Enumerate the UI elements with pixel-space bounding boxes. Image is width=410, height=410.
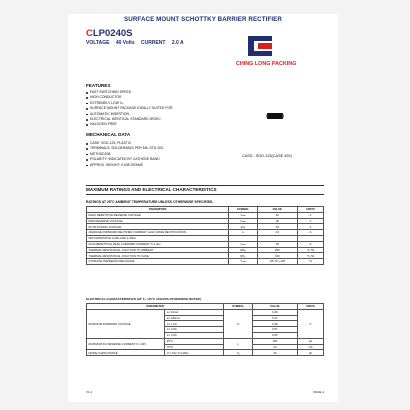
electrical-heading: ELECTRICAL CHARACTERISTICS (AT Tₐ =25°C UNLESS OTHERWISE NOTED)	[86, 297, 201, 301]
list-item: SURFACE MOUNT PACKAGE IDEALLY SUITED FOR	[86, 106, 172, 111]
max-ratings-heading: MAXIMUM RATINGS AND ELECTRICAL CHARACTERISTICS	[86, 187, 217, 192]
current-label: CURRENT	[141, 40, 166, 46]
voltage-label: VOLTAGE	[86, 40, 110, 46]
table-cell: Vᵣₘₛ	[229, 218, 257, 224]
table-cell: Iₒ= 2.0A	[165, 327, 224, 333]
ratings-heading: RATINGS AT 25°C AMBIENT TEMPERATURE UNLESS OTHERWISE SPECIFIED.	[86, 200, 214, 204]
table-cell: 150	[257, 253, 297, 259]
voltage-value: 40 Volts	[115, 40, 135, 46]
column-header: SYMBOL	[229, 207, 257, 213]
table-cell: °C	[297, 259, 323, 265]
column-header: VALUE	[252, 304, 297, 310]
table-cell: 25	[257, 241, 297, 247]
column-header: UNITS	[297, 207, 323, 213]
table-cell: STORAGE TEMPERATURE RANGE	[87, 259, 229, 265]
column-header: SYMBOL	[224, 304, 252, 310]
table-cell: AVERAGE FORWARD RECTIFIED CURRENT, HALF WAVE RECTIFICATION	[87, 230, 229, 236]
current-value: 2.0 A	[171, 40, 184, 46]
table-cell: PEAK REPETITIVE REVERSE VOLTAGE	[87, 212, 229, 218]
table-cell: A	[297, 241, 323, 247]
case-label: CASD : SOD-123(CASE 425)	[242, 154, 292, 158]
table-cell: Vₒ	[224, 309, 252, 338]
list-item: POLARITY: INDICATED BY CATHODE BAND	[86, 157, 164, 162]
features-list	[86, 90, 172, 128]
table-cell: 40	[257, 212, 297, 218]
table-cell: 0.57	[252, 327, 297, 333]
table-cell: 28	[257, 218, 297, 224]
datasheet-page	[68, 14, 338, 402]
table-cell: 0.37	[252, 315, 297, 321]
table-cell: THERMAL RESISTANCE, JUNCTION TO AMBIENT	[87, 247, 229, 253]
column-header: PARAMETER	[87, 207, 229, 213]
company-logo-icon	[246, 34, 274, 58]
table-cell: MAXIMUM FORWARD VOLTAGE	[87, 309, 165, 338]
table-cell: Cⱼ	[224, 350, 252, 356]
table-cell: mA	[297, 344, 323, 350]
part-suffix: LP0240S	[92, 28, 133, 39]
list-item: FAST SWITCHING SPEED	[86, 90, 172, 95]
package-chip-icon	[266, 112, 284, 120]
table-cell: Iₒ= 150mA	[165, 315, 224, 321]
version-label: V1.2	[86, 390, 93, 394]
table-cell: Iₔₛₘ	[229, 241, 257, 247]
list-item: EXTREMELY LOW Vₒ	[86, 101, 172, 106]
table-row	[87, 350, 324, 356]
table-cell: RMS REVERSE VOLTAGE	[87, 218, 229, 224]
table-cell: Vᵣ= 10V, f=1 MHz	[165, 350, 224, 356]
table-cell: °C /W	[297, 247, 323, 253]
table-cell: pF	[297, 350, 323, 356]
table-cell: 25°C	[165, 338, 224, 344]
table-cell: NON-REPETITIVE PEAK FORWARD CURRENT T=1.0μs	[87, 241, 229, 247]
features-heading: FEATURES	[86, 83, 111, 88]
table-cell: DC BLOCKING VOLTAGE	[87, 224, 229, 230]
column-header: PARAMETER	[87, 304, 224, 310]
list-item: HALOGEN-FREE	[86, 122, 172, 127]
table-cell: THERMAL RESISTANCE, JUNCTION TO CASE	[87, 253, 229, 259]
table-cell: Vᴅᴄ	[229, 224, 257, 230]
divider	[86, 185, 324, 186]
part-number	[86, 28, 133, 39]
table-cell: °C /W	[297, 253, 323, 259]
list-item: TERMINALS: SOLDERABLE PER MIL-STD-202,	[86, 146, 164, 151]
table-cell: V	[297, 309, 323, 338]
table-cell: WITH RESISTIVE LOAD AND fₑ 60Hz	[87, 235, 229, 241]
divider	[86, 194, 324, 195]
table-cell: Iᵣ	[224, 338, 252, 350]
list-item: METHOD208	[86, 152, 164, 157]
mechanical-list	[86, 141, 164, 168]
list-item: ELECTRICAL IDENTICAL STANDARD JEDEC	[86, 117, 172, 122]
table-cell: V	[297, 212, 323, 218]
table-cell: 250	[257, 247, 297, 253]
table-row	[87, 259, 324, 265]
table-cell: Iₒ= 1.0A	[165, 321, 224, 327]
table-cell: 150	[252, 338, 297, 344]
table-cell: 0.26	[252, 309, 297, 315]
table-cell: Tₛₜₘ	[229, 259, 257, 265]
electrical-table	[86, 303, 324, 356]
table-cell: V	[297, 218, 323, 224]
document-title: SURFACE MOUNT SCHOTTKY BARRIER RECTIFIER	[124, 16, 282, 23]
table-cell: 40	[252, 350, 297, 356]
table-cell: 2.0	[257, 230, 297, 236]
table-cell: A	[297, 230, 323, 236]
table-cell: 75°C	[165, 344, 224, 350]
mechanical-heading: MECHANICAL DATA	[86, 132, 131, 137]
table-cell: 0.65	[252, 332, 297, 338]
part-prefix: C	[86, 28, 93, 39]
column-header: UNITS	[297, 304, 323, 310]
table-cell: 40	[257, 224, 297, 230]
table-cell: Rθⱼₐ	[229, 247, 257, 253]
list-item: HIGH CONDUCTOR	[86, 95, 172, 100]
table-cell: 4.0	[252, 344, 297, 350]
ratings-table	[86, 206, 324, 265]
table-cell: μA	[297, 338, 323, 344]
column-header: VALUE	[257, 207, 297, 213]
table-cell: -65 TO +125	[257, 259, 297, 265]
table-cell: Rθⱼ꜀	[229, 253, 257, 259]
table-cell: DIODE CAPACITANCE	[87, 350, 165, 356]
table-cell: Iₒ= 10mA	[165, 309, 224, 315]
table-cell: V	[297, 224, 323, 230]
table-cell: MAXIMUM DC REVERSE CURRENT Vᵣ= 40V	[87, 338, 165, 350]
table-cell: Iₒ	[229, 230, 257, 236]
table-cell: Iₒ= 3.0A	[165, 332, 224, 338]
list-item: AUTOMATIC INSERTION	[86, 112, 172, 117]
list-item: APPROX. WEIGHT: 0.008 GRAMS	[86, 163, 164, 168]
spec-line	[86, 40, 189, 46]
table-cell: Vᵣᵣₘ	[229, 212, 257, 218]
table-cell: 0.48	[252, 321, 297, 327]
company-name: CHING LONG PACKING	[236, 61, 297, 67]
page-number: PAGE.1	[313, 390, 324, 394]
list-item: CASE: SOD-123, PLASTIC	[86, 141, 164, 146]
